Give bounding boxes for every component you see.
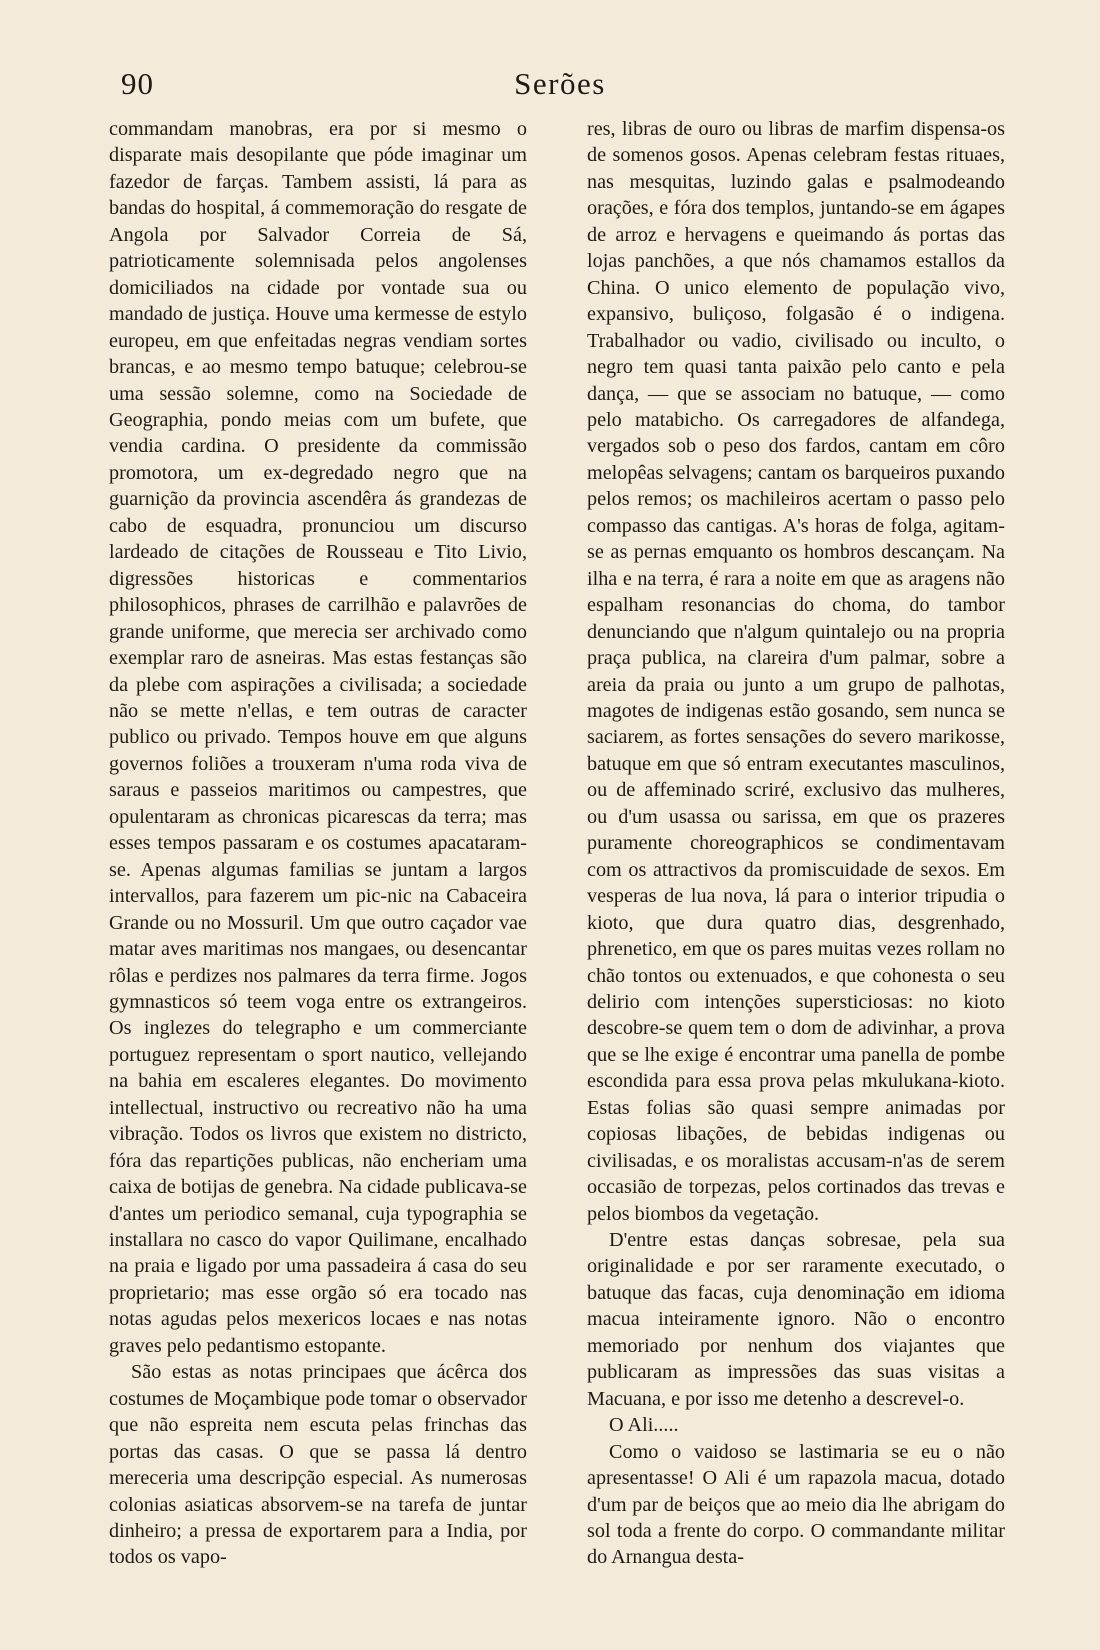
page-number: 90 xyxy=(121,66,154,101)
paragraph: O Ali..... xyxy=(609,1414,679,1437)
page-header xyxy=(0,66,1100,106)
paragraph: res, libras de ouro ou libras de marfim dispensa-os de somenos gosos. Apenas celebram festas rituaes, nas mesquitas, luzindo galas e psalmodeando orações, e fóra dos templos, juntando-se em ágapes de arroz e hervagens e queimando ás portas das lojas panchões, a que nós chamamos estallos da China. O unico elemento de população vivo, expansivo, buliçoso, folgasão é o indigena. Trabalhador ou vadio, civilisado ou inculto, o negro tem quasi tanta paixão pelo canto e pela dança, — que se associam no batuque, — como pelo matabicho. Os carregadores de alfandega, vergados sob o peso dos fardos, cantam em côro melopêas selvagens; cantam os barqueiros puxando pelos remos; os machileiros acertam o passo pelo compasso das cantigas. A's horas de folga, agitam-se as pernas emquanto os hombros descançam. Na ilha e na terra, é rara a noite em que as aragens não espalham resonancias do choma, do tambor denunciando que n'algum quintalejo ou na propria praça publica, na clareira d'um palmar, sobre a areia da praia ou junto a um grupo de palhotas, magotes de indigenas estão gosando, sem nunca se saciarem, as fortes sensações do severo marikosse, batuque em que só entram executantes masculinos, ou de affeminado scriré, exclusivo das mulheres, ou d'um usassa ou sarissa, em que os prazeres puramente choreographicos se condimentavam com os attractivos da promiscuidade de sexos. Em vesperas de lua nova, lá para o interior tripudia o kioto, que dura quatro dias, desgrenhado, phrenetico, em que os pares muitas vezes rollam no chão tontos ou extenuados, e que cohonesta o seu delirio com intenções supersticiosas: no kioto descobre-se quem tem o dom de adivinhar, a prova que se lhe exige é encontrar uma panella de pombe escondida para essa prova pelas mkulukana-kioto. Estas folias são quasi sempre animadas por copiosas libações, de bebidas indigenas ou civilisadas, e os moralistas accusam-n'as de serem occasião de torpezas, pelos cortinados das trevas e pelos biombos da vegetação. xyxy=(587,118,1005,1225)
paragraph: Como o vaidoso se lastimaria se eu o não apresentasse! O Ali é um rapazola macua, dotado d'um par de beiços que ao meio dia lhe abrigam do sol toda a frente do corpo. O commandante militar do Arnangua desta- xyxy=(587,1440,1005,1569)
left-column xyxy=(109,116,527,1571)
paragraph: São estas as notas principaes que ácêrca dos costumes de Moçambique pode tomar o observador que não espreita nem escuta pelas frinchas das portas das casas. O que se passa lá dentro mereceria uma descripção especial. As numerosas colonias asiaticas absorvem-se na tarefa de juntar dinheiro; a pressa de exportarem para a India, por todos os vapo- xyxy=(109,1361,527,1569)
running-title: Serões xyxy=(514,66,606,101)
right-column xyxy=(587,116,1005,1571)
paragraph: commandam manobras, era por si mesmo o disparate mais desopilante que póde imaginar um fazedor de farças. Tambem assisti, lá para as bandas do hospital, á commemoração do resgate de Angola por Salvador Correia de Sá, patrioticamente solemnisada pelos angolenses domiciliados na cidade por vontade sua ou mandado de justiça. Houve uma kermesse de estylo europeu, em que enfeitadas negras vendiam sortes brancas, e ao mesmo tempo batuque; celebrou-se uma sessão solemne, como na Sociedade de Geographia, pondo meias com um bufete, que vendia cardina. O presidente da commissão promotora, um ex-degredado negro que na guarnição da provincia ascendêra ás grandezas de cabo de esquadra, pronunciou um discurso lardeado de citações de Rousseau e Tito Livio, digressões historicas e commentarios philosophicos, phrases de carrilhão e palavrões de grande uniforme, que merecia ser archivado como exemplar raro de asneiras. Mas estas festanças são da plebe com aspirações a civilisada; a sociedade não se mette n'ellas, e tem outras de caracter publico ou privado. Tempos houve em que alguns governos foliões a trouxeram n'uma roda viva de saraus e passeios maritimos ou campestres, que opulentaram as chronicas picarescas da terra; mas esses tempos passaram e os costumes apacataram-se. Apenas algumas familias se juntam a largos intervallos, para fazerem um pic-nic na Cabaceira Grande ou no Mossuril. Um que outro caçador vae matar aves maritimas nos mangaes, ou desencantar rôlas e perdizes nos palmares da terra firme. Jogos gymnasticos só teem voga entre os extrangeiros. Os inglezes do telegrapho e um commerciante portuguez representam o sport nautico, vellejando na bahia em escaleres elegantes. Do movimento intellectual, instructivo ou recreativo não ha uma vibração. Todos os livros que existem no districto, fóra das repartições publicas, não encheriam uma caixa de botijas de genebra. Na cidade publicava-se d'antes um periodico semanal, cuja typographia se installara no casco do vapor Quilimane, encalhado na praia e ligado por uma passadeira á casa do seu proprietario; mas esse orgão só era tocado nas notas agudas pelos mexericos locaes e nas notas graves pelo pedantismo estopante. xyxy=(109,118,527,1357)
paragraph: D'entre estas danças sobresae, pela sua originalidade e por ser raramente executado, o batuque das facas, cuja denominação em idioma macua inteiramente ignoro. Não o encontro memoriado por nenhum dos viajantes que publicaram as impressões das suas visitas a Macuana, e por isso me detenho a descrevel-o. xyxy=(587,1229,1005,1410)
